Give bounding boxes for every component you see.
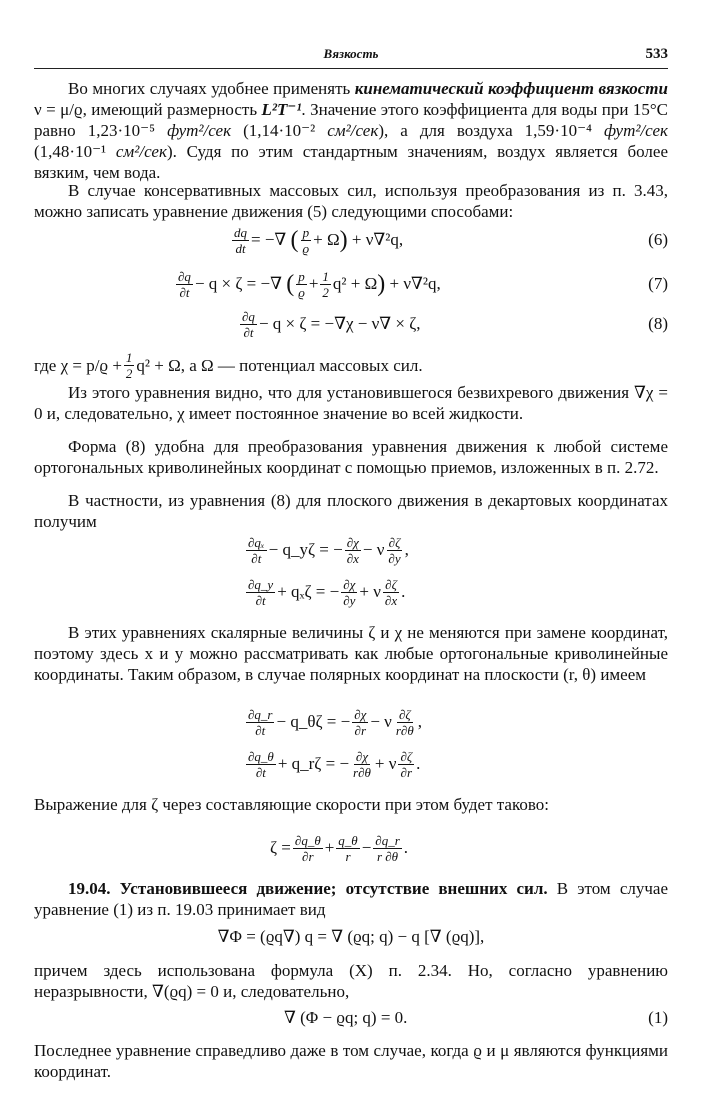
equation-phi: ∇Φ = (ϱq∇) q = ∇ (ϱq; q) − q [∇ (ϱq)], bbox=[217, 927, 485, 946]
section-19-04: 19.04. Установившееся движение; отсутствие внешних сил. В этом случае уравнение (1) из п. 19.03 принимает вид bbox=[34, 879, 668, 919]
equation-1: ∇ (Φ − ϱq; q) = 0. (1) bbox=[284, 1008, 668, 1027]
paragraph-cartesian: В частности, из уравнения (8) для плоского движения в декартовых координатах получим bbox=[34, 491, 668, 531]
equation-number-7: (7) bbox=[648, 274, 668, 293]
equation-cartesian-2: ∂q_y ∂t + qₓζ = − $\frac{\partial\chi}{\partial y}$ + ν ∂ζ ∂x . bbox=[248, 576, 406, 608]
equation-8: ∂q ∂t − q × ζ = −∇χ − ν∇ × ζ, (8) bbox=[242, 308, 668, 340]
equation-number-1: (1) bbox=[648, 1008, 668, 1027]
equation-polar-1: ∂q_r ∂t − q_θζ = − $\frac{\partial\chi}{\partial r}$ − ν ∂ζ r∂θ , bbox=[248, 706, 422, 738]
paragraph-zeta-expression: Выражение для ζ через составляющие скорости при этом будет таково: bbox=[34, 795, 549, 814]
page bbox=[34, 0, 668, 1105]
running-header bbox=[34, 46, 668, 69]
paragraph-polar: В этих уравнениях скалярные величины ζ и χ не меняются при замене координат, поэтому здесь x и y можно рассматривать как любые ортогональные криволинейные координаты. Таким образом, в случае полярных координат на плоскости (r, θ) имеем bbox=[34, 623, 668, 684]
section-heading: 19.04. Установившееся движение; отсутствие внешних сил. bbox=[68, 879, 548, 898]
equation-number-8: (8) bbox=[648, 314, 668, 333]
paragraph-form-8: Форма (8) удобна для преобразования уравнения движения к любой системе ортогональных криволинейных координат с помощью приемов, изложенных в п. 2.72. bbox=[34, 437, 668, 477]
page-number: 533 bbox=[645, 46, 668, 62]
paragraph-irrotational: Из этого уравнения видно, что для установившегося безвихревого движения ∇χ = 0 и, следовательно, χ имеет постоянное значение во всей жидкости. bbox=[34, 383, 668, 423]
equation-6: $\frac{dq}{dt}$ = −∇ ( p ϱ + Ω ) + ν∇²q, (6) bbox=[234, 224, 668, 256]
paragraph-kinematic-viscosity: Во многих случаях удобнее применять кинематический коэффициент вязкости ν = μ/ϱ, имеющий размерность L²T⁻¹. Значение этого коэффициента для воды при 15°С равно 1,23·10⁻⁵ фут²/сек (1,14·10⁻² см²/сек), а для воздуха 1,59·10⁻⁴ фут²/сек (1,48·10⁻¹ см²/сек). Судя по этим стандартным значениям, воздух является более вязким, чем вода. bbox=[34, 79, 668, 182]
equation-cartesian-1: ∂qₓ ∂t − q_yζ = − $\frac{\partial\chi}{\partial x}$ − ν ∂ζ ∂y , bbox=[248, 534, 409, 566]
paragraph-conservative-forces: В случае консервативных массовых сил, используя преобразования из п. 3.43, можно записать уравнение движения (5) следующими способами: bbox=[34, 181, 668, 221]
header-title: Вязкость bbox=[323, 46, 379, 61]
definition-chi: где χ = p/ϱ + $\frac{1}{2}$ q² + Ω, а Ω — потенциал массовых сил. bbox=[34, 349, 423, 381]
equation-number-6: (6) bbox=[648, 230, 668, 249]
equation-polar-2: ∂q_θ ∂t + q_rζ = − $\frac{\partial\chi}{r\partial\theta}$ + ν ∂ζ ∂r . bbox=[248, 748, 421, 780]
equation-zeta: ζ = $\frac{\partial q\_\theta}{\partial r}$ + $\frac{q\_\theta}{r}$ − $\frac{\partial q\_r}{r \partial\theta}$ . bbox=[270, 832, 409, 864]
paragraph-continuity: причем здесь использована формула (X) п. 2.34. Но, согласно уравнению неразрывности, ∇(ϱq) = 0 и, следовательно, bbox=[34, 961, 668, 1001]
paragraph-last: Последнее уравнение справедливо даже в том случае, когда ϱ и μ являются функциями координат. bbox=[34, 1041, 668, 1081]
equation-7: ∂q ∂t − q × ζ = −∇ ( p ϱ + 1 2 q² + Ω ) + ν∇²q, (7) bbox=[178, 268, 668, 300]
